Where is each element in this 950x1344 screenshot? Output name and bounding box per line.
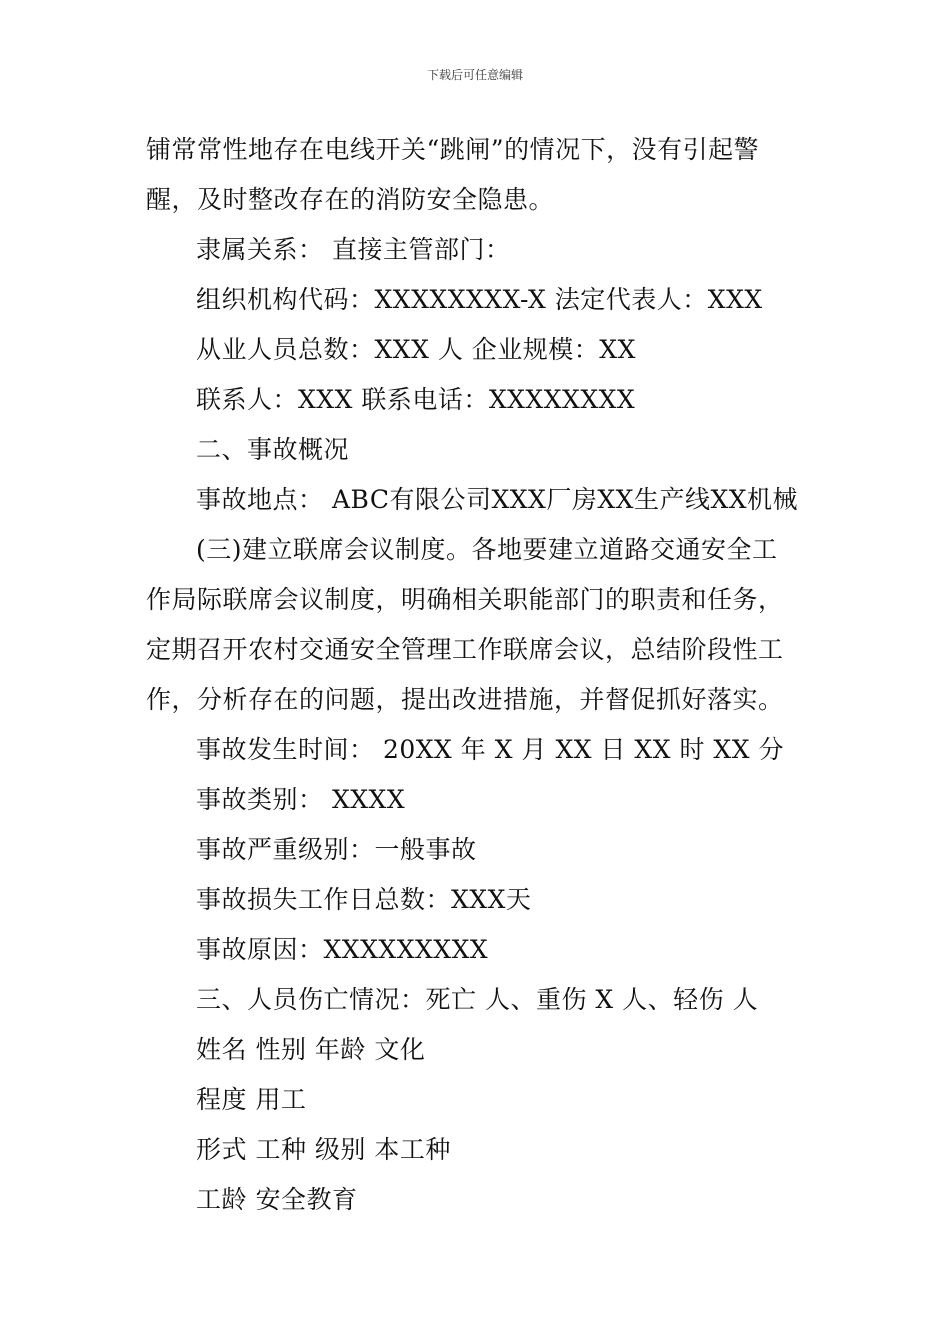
text-line: 隶属关系： 直接主管部门： [196,235,511,264]
text-line: 工龄 安全教育 [196,1185,358,1214]
text-line: 事故地点： ABC有限公司XXX厂房XX生产线XX机械 [196,485,799,514]
page-header-note: 下载后可任意编辑 [426,68,523,82]
document-body [146,125,816,1225]
text-line: 姓名 性别 年龄 文化 [196,1035,426,1064]
text-line: 作局际联席会议制度，明确相关职能部门的职责和任务， [146,585,784,614]
text-line: 组织机构代码：XXXXXXXX-X 法定代表人：XXX [196,285,763,314]
text-line: 三、人员伤亡情况：死亡 人、重伤 X 人、轻伤 人 [196,985,759,1014]
text-line: 从业人员总数：XXX 人 企业规模：XX [196,335,636,364]
text-line: 醒，及时整改存在的消防安全隐患。 [146,185,555,214]
text-line: 联系人：XXX 联系电话：XXXXXXXX [196,385,636,414]
text-line: 事故损失工作日总数：XXX天 [196,885,532,914]
text-line: 程度 用工 [196,1085,307,1114]
text-line: 二、事故概况 [196,435,350,464]
text-line: 形式 工种 级别 本工种 [196,1135,451,1164]
text-line: 定期召开农村交通安全管理工作联席会议，总结阶段性工 [146,635,784,664]
text-line: 铺常常性地存在电线开关“跳闸”的情况下，没有引起警 [146,135,760,164]
text-line: 事故发生时间： 20XX 年 X 月 XX 日 XX 时 XX 分 [196,735,784,764]
text-line: 事故原因：XXXXXXXXX [196,935,489,964]
text-line: 事故类别： XXXX [196,785,406,814]
text-line: (三)建立联席会议制度。各地要建立道路交通安全工 [196,535,778,564]
text-line: 事故严重级别：一般事故 [196,835,477,864]
text-line: 作，分析存在的问题，提出改进措施，并督促抓好落实。 [146,685,784,714]
